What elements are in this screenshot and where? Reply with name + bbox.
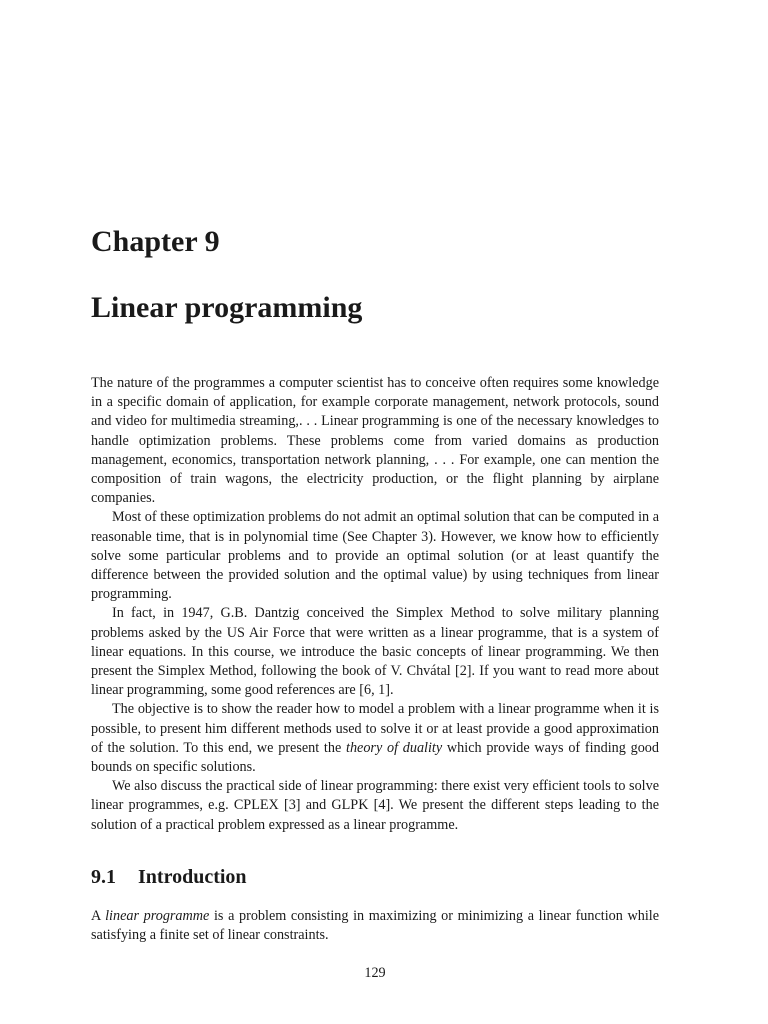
paragraph	[91, 604, 659, 700]
section-title: Introduction	[138, 866, 247, 888]
paragraph	[91, 508, 659, 604]
chapter-introduction	[91, 374, 659, 835]
paragraph-text: A	[91, 908, 106, 924]
section-body	[91, 907, 659, 945]
emphasis-linear-programme: linear programme	[105, 908, 210, 924]
paragraph	[91, 700, 659, 777]
section-number: 9.1	[91, 866, 116, 888]
page-number: 129	[364, 965, 386, 981]
paragraph-text: is a problem consisting in maximizing or minimizing a linear function while satisfying a finite set of linear constraints.	[91, 908, 660, 944]
paragraph-text: The nature of the programmes a computer scientist has to conceive often requires some knowledge in a specific domain of application, for example corporate management, network protocols, sound and video for multimedia streaming,. . . Linear programming is one of the necessary knowledges to handle optimization problems. These problems come from varied domains as production management, economics, transportation network planning, . . . For example, one can mention the composition of train wagons, the electricity production, or the flight planning by airplane companies.	[91, 375, 659, 507]
paragraph	[91, 907, 659, 945]
paragraph-text: Most of these optimization problems do not admit an optimal solution that can be computed in a reasonable time, that is in polynomial time (See Chapter 3). However, we know how to efficiently solve some particular problems and to provide an optimal solution (or at least quantify the difference between the provided solution and the optimal value) by using techniques from linear programming.	[91, 509, 659, 603]
paragraph-text: We also discuss the practical side of linear programming: there exist very efficient tools to solve linear programmes, e.g. CPLEX [3] and GLPK [4]. We present the different steps leading to the solution of a practical problem expressed as a linear programme.	[91, 778, 659, 833]
paragraph	[91, 374, 659, 508]
paragraph-text: which provide ways of finding good bounds on specific solutions.	[91, 739, 659, 776]
paragraph-text: The objective is to show the reader how to model a problem with a linear programme when it is possible, to present him different methods used to solve it or at least provide a good approximation of the solution. To this end, we present the	[91, 701, 659, 756]
emphasis-theory-of-duality: theory of duality	[346, 739, 443, 756]
chapter-label: Chapter 9	[91, 225, 220, 258]
section-heading	[91, 863, 247, 891]
paragraph	[91, 777, 659, 835]
chapter-title: Linear programming	[91, 291, 363, 324]
paragraph-text: In fact, in 1947, G.B. Dantzig conceived the Simplex Method to solve military planning problems asked by the US Air Force that were written as a linear programme, that is a system of linear equations. In this course, we introduce the basic concepts of linear programming. We then present the Simplex Method, following the book of V. Chvátal [2]. If you want to read more about linear programming, some good references are [6, 1].	[91, 605, 659, 699]
book-page	[91, 0, 659, 1024]
